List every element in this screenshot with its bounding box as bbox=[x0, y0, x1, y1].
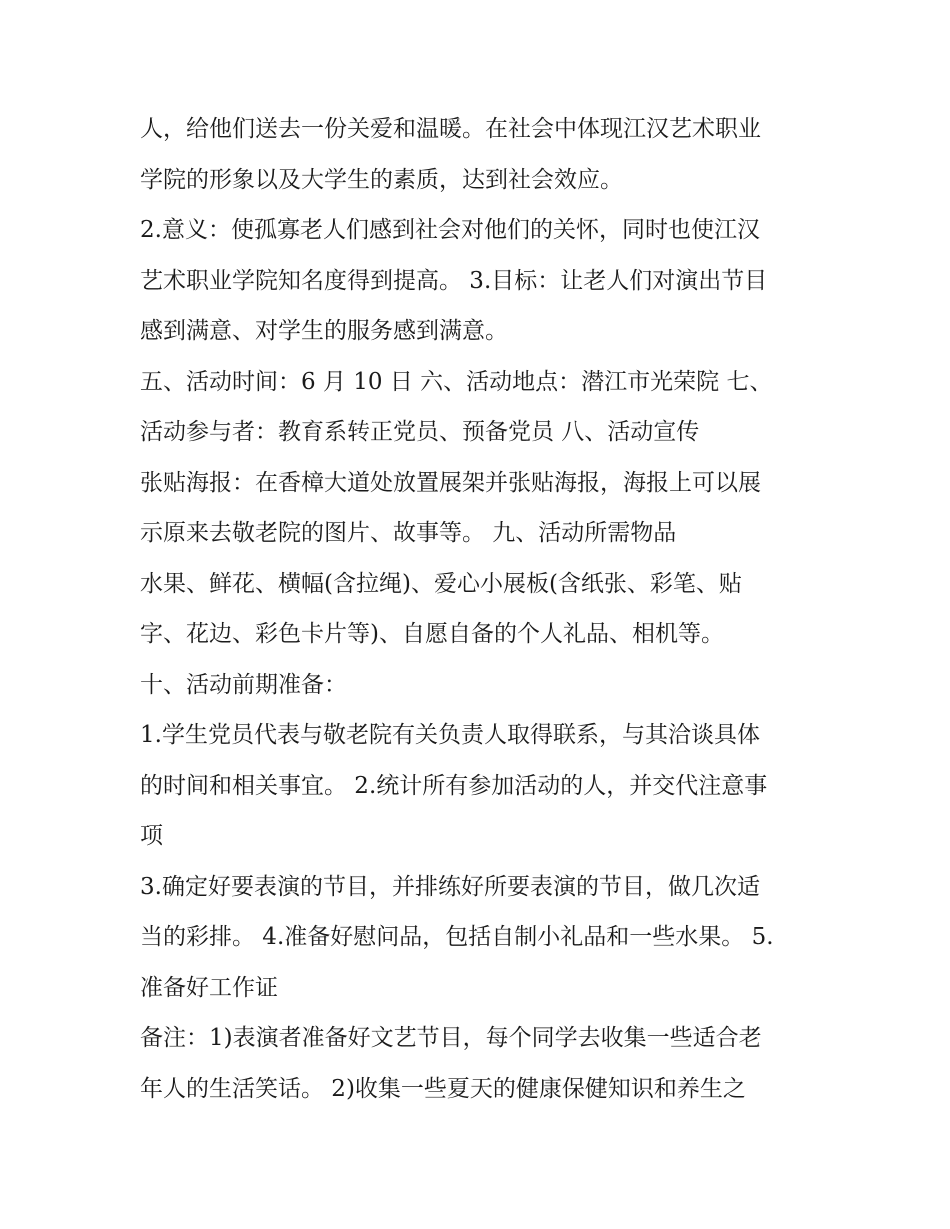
text-line: 年人的生活笑话。 2)收集一些夏天的健康保健知识和养生之 bbox=[140, 1075, 746, 1102]
text-line: 学院的形象以及大学生的素质，达到社会效应。 bbox=[140, 166, 623, 193]
text-line: 人，给他们送去一份关爱和温暖。在社会中体现江汉艺术职业 bbox=[140, 116, 761, 142]
text-line: 备注：1)表演者准备好文艺节目，每个同学去收集一些适合老 bbox=[140, 1025, 762, 1051]
text-line: 项 bbox=[140, 823, 163, 849]
text-line: 感到满意、对学生的服务感到满意。 bbox=[140, 318, 508, 344]
text-line: 2.意义：使孤寡老人们感到社会对他们的关怀，同时也使江汉 bbox=[140, 217, 760, 243]
text-line: 3.确定好要表演的节目，并排练好所要表演的节目，做几次适 bbox=[140, 873, 760, 900]
text-line: 张贴海报：在香樟大道处放置展架并张贴海报，海报上可以展 bbox=[140, 469, 761, 496]
text-line: 十、活动前期准备： bbox=[140, 671, 347, 698]
text-line: 字、花边、彩色卡片等)、自愿自备的个人礼品、相机等。 bbox=[140, 621, 724, 647]
text-line: 的时间和相关事宜。 2.统计所有参加活动的人，并交代注意事 bbox=[140, 772, 768, 799]
text-line: 水果、鲜花、横幅(含拉绳)、爱心小展板(含纸张、彩笔、贴 bbox=[140, 570, 742, 597]
text-line: 活动参与者：教育系转正党员、预备党员 八、活动宣传 bbox=[140, 419, 700, 445]
text-line: 示原来去敬老院的图片、故事等。 九、活动所需物品 bbox=[140, 520, 677, 546]
text-line: 1.学生党员代表与敬老院有关负责人取得联系，与其洽谈具体 bbox=[140, 722, 760, 748]
document-body bbox=[140, 104, 820, 1114]
text-line: 艺术职业学院知名度得到提高。 3.目标：让老人们对演出节目 bbox=[140, 267, 768, 294]
text-line: 五、活动时间：6 月 10 日 六、活动地点：潜江市光荣院 七、 bbox=[140, 368, 773, 395]
text-line: 当的彩排。 4.准备好慰问品，包括自制小礼品和一些水果。 5. bbox=[140, 924, 774, 950]
text-line: 准备好工作证 bbox=[140, 974, 278, 1001]
